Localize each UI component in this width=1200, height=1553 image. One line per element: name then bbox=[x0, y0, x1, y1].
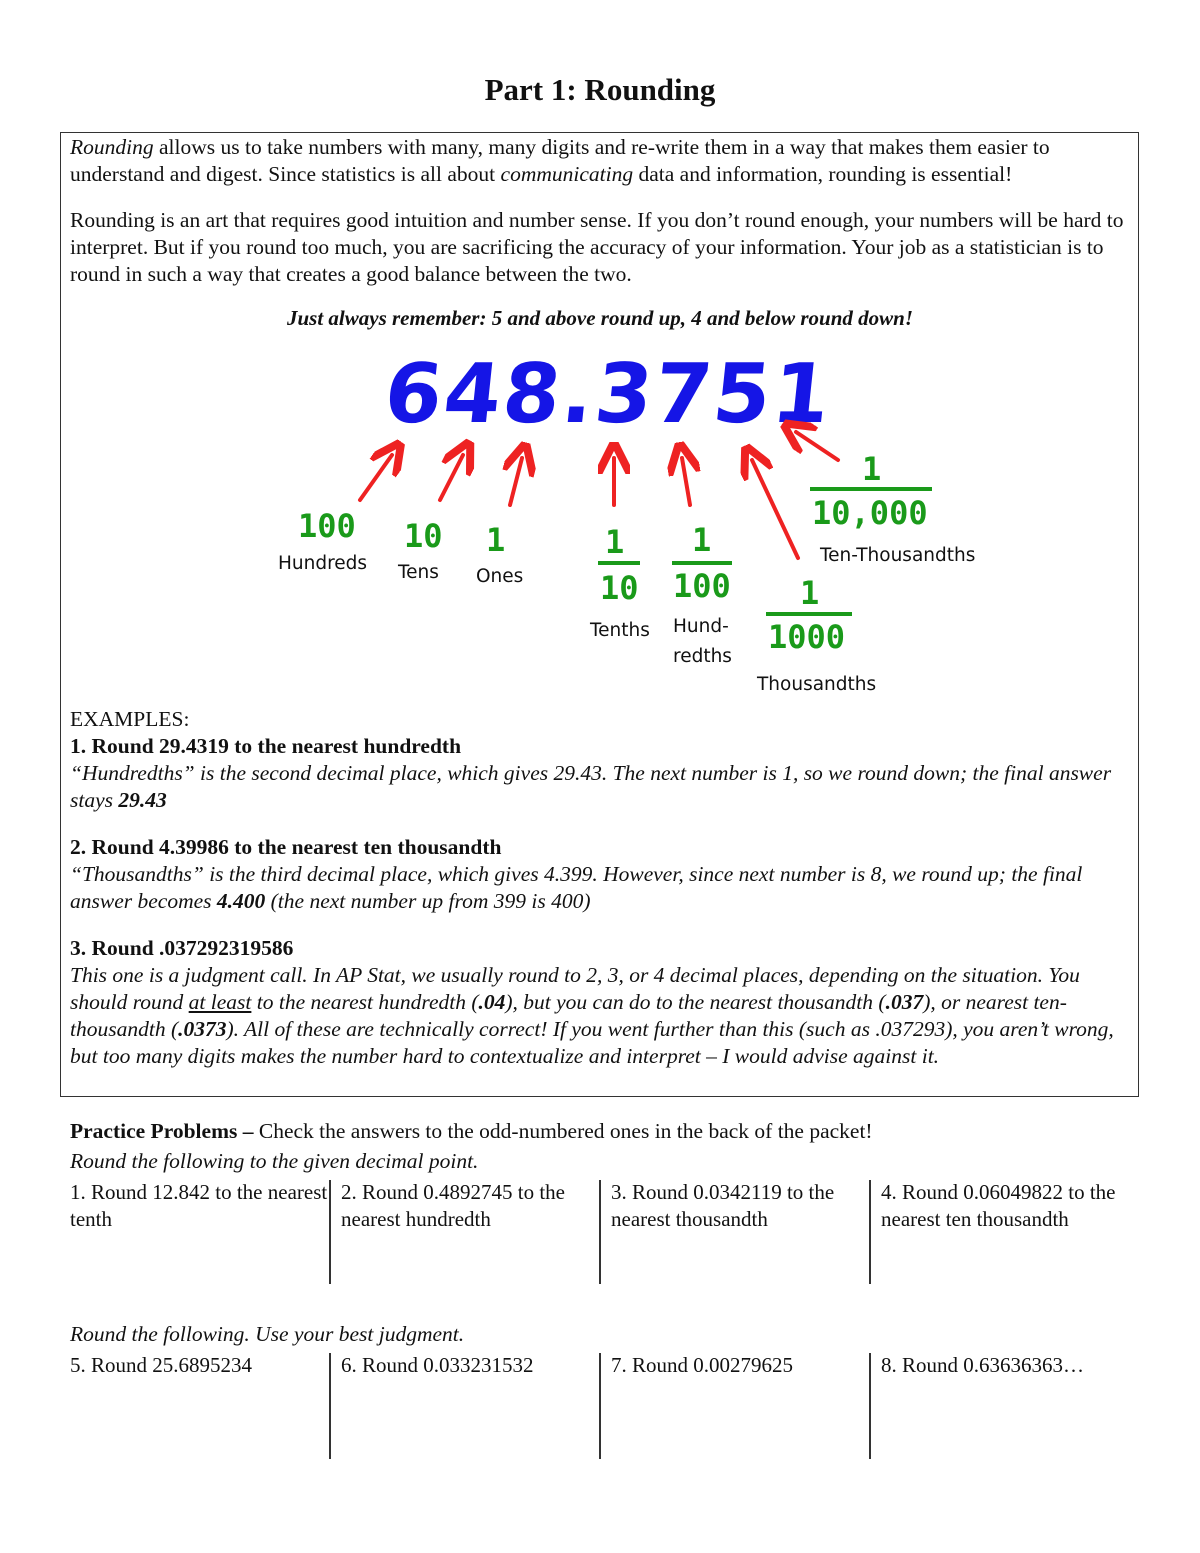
example-1-answer: 29.43 bbox=[118, 788, 167, 812]
intro-text: allows us to take numbers with many, many digits and re-write them in a way that makes them easier to understand and digest. Since statistics is all about bbox=[70, 135, 1050, 186]
example-1-title: 1. Round 29.4319 to the nearest hundredth bbox=[70, 734, 462, 758]
intro-paragraph-2: Rounding is an art that requires good intuition and number sense. If you don’t round enough, your numbers will be hard to interpret. But if you round too much, you are sacrificing the accuracy of your information. Your job as a statistician is to round in such a way that creates a good balance between the two. bbox=[70, 208, 1124, 286]
label-tenths: Tenths bbox=[590, 620, 650, 641]
hundredths-numerator: 1 bbox=[692, 521, 712, 559]
place-value-arrows bbox=[0, 0, 1200, 720]
example-3-text bbox=[70, 962, 1132, 1070]
practice-problem-6: 6. Round 0.033231532 bbox=[341, 1353, 534, 1377]
example-3-part-g: ), or nearest ten-thousandth ( bbox=[70, 990, 1067, 1041]
practice-instruction-1: Round the following to the given decimal point. bbox=[70, 1149, 479, 1173]
example-2-explanation: “Thousandths” is the third decimal place, which gives 4.399. However, since next number is 8, we round up; the final answer becomes bbox=[70, 862, 1083, 913]
place-value-10: 10 bbox=[404, 517, 443, 555]
example-1-text bbox=[70, 760, 1132, 814]
practice-heading-bold: Practice Problems – bbox=[70, 1119, 254, 1143]
example-3-part-c: to the nearest hundredth ( bbox=[251, 990, 479, 1014]
arrow-hundreds bbox=[360, 455, 392, 500]
tenths-numerator: 1 bbox=[605, 523, 625, 561]
practice-problem-5: 5. Round 25.6895234 bbox=[70, 1353, 253, 1377]
page-title: Part 1: Rounding bbox=[484, 72, 716, 107]
label-hundreds: Hundreds bbox=[278, 553, 368, 574]
ten-thousandths-denominator: 10,000 bbox=[812, 494, 928, 532]
arrow-hundredths bbox=[682, 458, 690, 505]
place-value-100: 100 bbox=[298, 507, 356, 545]
examples-heading: EXAMPLES: bbox=[70, 707, 190, 731]
practice-problem-7: 7. Round 0.00279625 bbox=[611, 1353, 794, 1377]
practice-instruction-2: Round the following. Use your best judgment. bbox=[70, 1322, 465, 1346]
ten-thousandths-numerator: 1 bbox=[862, 450, 882, 488]
practice-problem-3: 3. Round 0.0342119 to the nearest thousandth bbox=[611, 1180, 835, 1231]
rounding-rule: Just always remember: 5 and above round up, 4 and below round down! bbox=[286, 306, 913, 330]
example-1-explanation: “Hundredths” is the second decimal place, which gives 29.43. The next number is 1, so we round down; the final answer stays bbox=[70, 761, 1112, 812]
arrow-ones bbox=[510, 458, 522, 505]
label-thousandths: Thousandths bbox=[757, 674, 877, 695]
arrow-thousandths bbox=[752, 460, 798, 558]
example-3-thousandth-value: .037 bbox=[885, 990, 924, 1014]
arrow-ten-thousandths bbox=[796, 432, 838, 460]
example-3-hundredth-value: .04 bbox=[478, 990, 506, 1014]
label-tens: Tens bbox=[398, 562, 439, 583]
thousandths-numerator: 1 bbox=[800, 574, 820, 612]
example-3-title: 3. Round .037292319586 bbox=[70, 936, 294, 960]
example-3-part-e: ), but you can do to the nearest thousandth ( bbox=[505, 990, 886, 1014]
intro-term-rounding: Rounding bbox=[70, 135, 154, 159]
example-2-text bbox=[70, 861, 1132, 915]
tenths-denominator: 10 bbox=[600, 569, 639, 607]
practice-heading bbox=[70, 1118, 873, 1145]
example-2-note: (the next number up from 399 is 400) bbox=[265, 889, 591, 913]
example-3-part-a: This one is a judgment call. In AP Stat, we usually round to 2, 3, or 4 decimal places, depending on the situation. You should round bbox=[70, 963, 1080, 1014]
example-3-at-least: at least bbox=[188, 990, 252, 1014]
label-hundredths-1: Hund- bbox=[673, 616, 729, 637]
example-number: 648.3751 bbox=[380, 347, 837, 442]
practice-problem-4: 4. Round 0.06049822 to the nearest ten thousandth bbox=[881, 1180, 1116, 1231]
example-2-title: 2. Round 4.39986 to the nearest ten thousandth bbox=[70, 835, 502, 859]
hundredths-denominator: 100 bbox=[673, 567, 731, 605]
thousandths-denominator: 1000 bbox=[768, 618, 846, 656]
example-2-answer: 4.400 bbox=[216, 889, 266, 913]
practice-problem-8: 8. Round 0.63636363… bbox=[881, 1353, 1085, 1377]
practice-problem-2: 2. Round 0.4892745 to the nearest hundredth bbox=[341, 1180, 565, 1231]
intro-term-communicating: communicating bbox=[500, 162, 634, 186]
practice-problem-1: 1. Round 12.842 to the nearest tenth bbox=[70, 1180, 328, 1231]
example-3-ten-thousandth-value: .0373 bbox=[178, 1017, 227, 1041]
label-hundredths-2: redths bbox=[673, 646, 732, 667]
intro-text-end: data and information, rounding is essential! bbox=[633, 162, 1013, 186]
example-3-part-i: ). All of these are technically correct! If you went further than this (such as .037293), you aren’t wrong, but too many digits makes the number hard to contextualize and interpret – I would advise against it. bbox=[70, 1017, 1114, 1068]
label-ones: Ones bbox=[476, 566, 524, 587]
arrow-tens bbox=[440, 455, 463, 500]
practice-heading-rest: Check the answers to the odd-numbered ones in the back of the packet! bbox=[253, 1119, 873, 1143]
label-ten-thousandths: Ten-Thousandths bbox=[820, 545, 976, 566]
place-value-1: 1 bbox=[486, 521, 506, 559]
